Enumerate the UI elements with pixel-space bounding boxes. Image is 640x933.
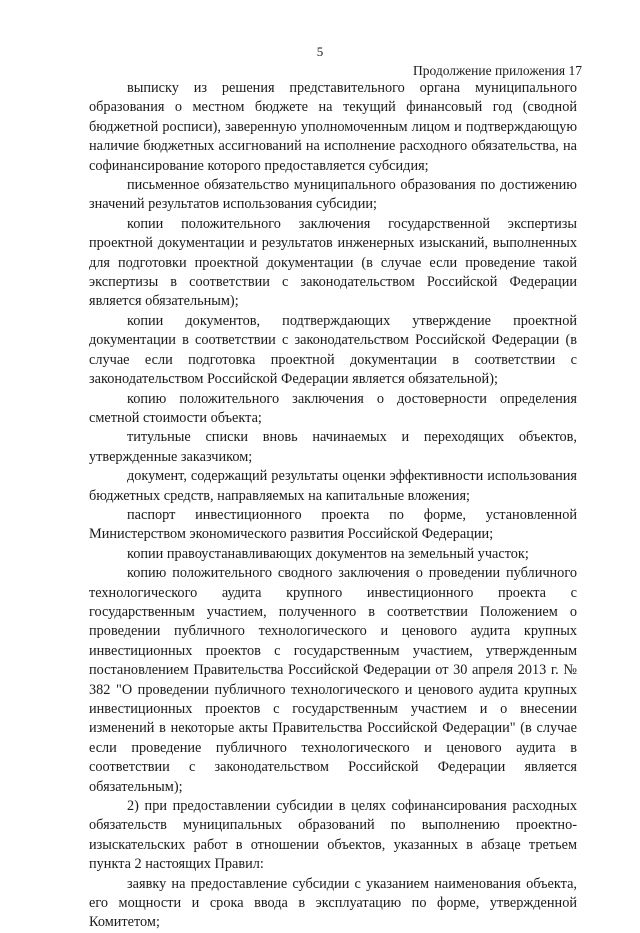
page-number: 5 <box>316 44 324 59</box>
document-body <box>89 79 577 933</box>
paragraph-title-lists: титульные списки вновь начинаемых и переходящих объектов, утвержденные заказчиком; <box>89 429 577 465</box>
appendix-continuation-note: Продолжение приложения 17 <box>412 63 582 78</box>
paragraph-efficiency-assessment: документ, содержащий результаты оценки эффективности использования бюджетных средств, направляемых на капитальные вложения; <box>89 468 577 504</box>
paragraph-subsidy-application: заявку на предоставление субсидии с указанием наименования объекта, его мощности и срока ввода в эксплуатацию по форме, утвержденной Комитетом; <box>89 875 577 931</box>
paragraph-land-documents: копии правоустанавливающих документов на земельный участок; <box>127 545 529 562</box>
paragraph-item-2: 2) при предоставлении субсидии в целях софинансирования расходных обязательств муниципальных образований по выполнению проектно-изыскательских работ в отношении объектов, указанных в абзаце третьем пункта 2 настоящих Правил: <box>89 798 577 873</box>
paragraph-state-expertise: копии положительного заключения государственной экспертизы проектной документации и результатов инженерных изысканий, выполненных для подготовки проектной документации (в случае если проведение такой экспертизы в соответствии с законодательством Российской Федерации является обязательным); <box>89 215 577 310</box>
paragraph-cost-estimate: копию положительного заключения о достоверности определения сметной стоимости объекта; <box>89 390 577 426</box>
paragraph-technology-audit: копию положительного сводного заключения о проведении публичного технологического аудита крупного инвестиционного проекта с государственным участием, полученного в соответствии Положением о проведении публичного технологического и ценового аудита крупных инвестиционных проектов с государственным участием, утвержденным постановлением Правительства Российской Федерации от 30 апреля 2013 г. № 382 "О проведении публичного технологического и ценового аудита крупных инвестиционных проектов с государственным участием и о внесении изменений в некоторые акты Правительства Российской Федерации" (в случае если проведение публичного технологического и ценового аудита в соответствии с законодательством Российской Федерации является обязательным); <box>89 565 577 795</box>
paragraph-written-obligation: письменное обязательство муниципального образования по достижению значений результатов использования субсидии; <box>89 177 577 213</box>
paragraph-project-documentation: копии документов, подтверждающих утверждение проектной документации в соответствии с законодательством Российской Федерации (в случае если подготовка проектной документации в соответствии с законодательством Российской Федерации является обязательной); <box>89 312 577 388</box>
paragraph-budget-extract: выписку из решения представительного органа муниципального образования о местном бюджете на текущий финансовый год (сводной бюджетной росписи), заверенную уполномоченным лицом и подтверждающую наличие бюджетных ассигнований на исполнение расходного обязательства, на софинансирование которого предоставляется субсидия; <box>89 80 577 174</box>
paragraph-investment-passport: паспорт инвестиционного проекта по форме, установленной Министерством экономического развития Российской Федерации; <box>89 506 577 543</box>
